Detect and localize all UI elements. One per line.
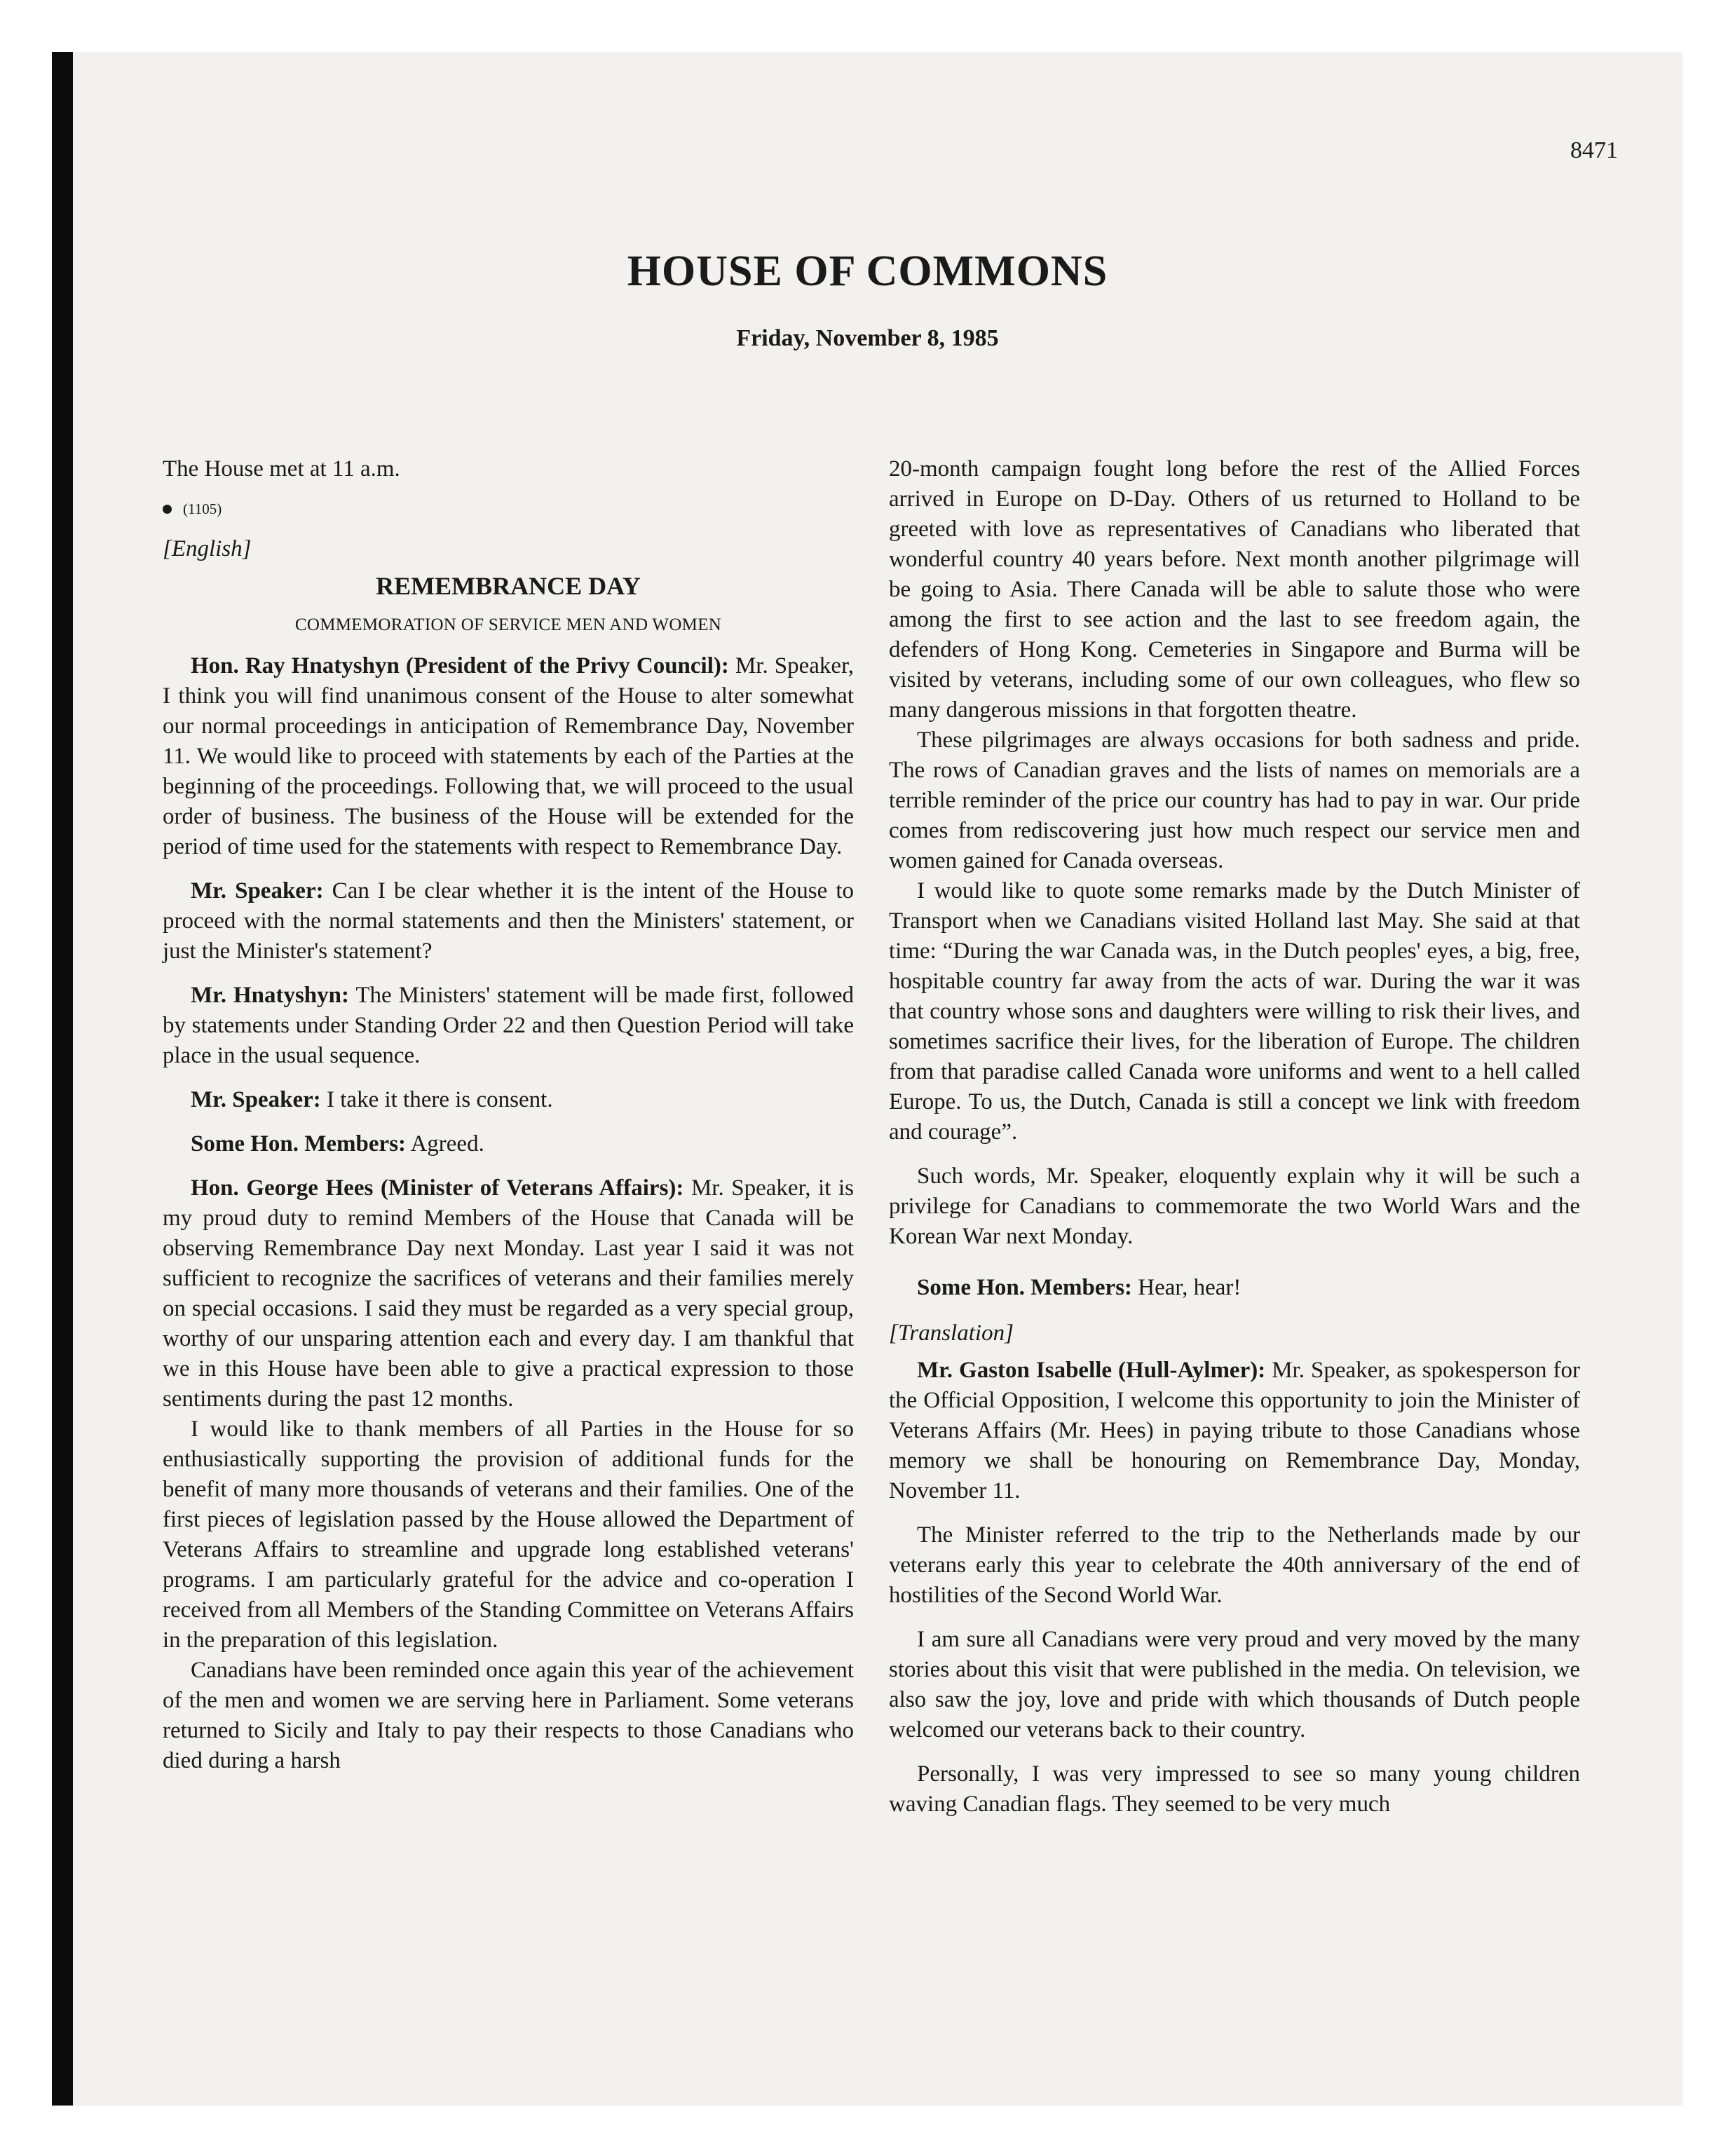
page-number: 8471 [1570, 137, 1618, 163]
paragraph [889, 1759, 1580, 1820]
paragraph [163, 1173, 854, 1414]
paragraph [889, 454, 1580, 725]
paragraph-text: Mr. Speaker, I think you will find unanimous consent of the House to alter somewhat our normal proceedings in anticipation of Remembrance Day, November 11. We would like to proceed with statements by each of the Parties at the beginning of the proceedings. Following that, we will proceed to the usual order of business. The business of the House will be extended for the period of time used for the statements with respect to Remembrance Day. [163, 653, 854, 859]
paragraph [163, 981, 854, 1071]
paragraph-text: Mr. Speaker, as spokesperson for the Official Opposition, I welcome this opportunity to join the Minister of Veterans Affairs (Mr. Hees) in paying tribute to those Canadians whose memory we shall be honouring on Remembrance Day, Monday, November 11. [889, 1358, 1580, 1503]
speaker-name: Hon. George Hees (Minister of Veterans Affairs): [191, 1175, 684, 1201]
paragraph [889, 1273, 1580, 1303]
paragraph-text: Canadians have been reminded once again this year of the achievement of the men and women we are serving here in Parliament. Some veterans returned to Sicily and Italy to pay their respects to those Canadians who died during a harsh [163, 1658, 854, 1773]
paragraph-text: I would like to quote some remarks made by the Dutch Minister of Transport when we Canadians visited Holland last May. She said at that time: “During the war Canada was, in the Dutch peoples' eyes, a big, free, hospitable country far away from the acts of war. During the war it was that country whose sons and daughters were willing to risk their lives, and sometimes sacrifice their lives, for the liberation of Europe. The children from that paradise called Canada wore uniforms and went to a hell called Europe. To us, the Dutch, Canada is still a concept we link with freedom and courage”. [889, 878, 1580, 1145]
paragraph-text: Personally, I was very impressed to see so many young children waving Canadian flags. They seemed to be very much [889, 1761, 1580, 1817]
paragraph-text: I am sure all Canadians were very proud and very moved by the many stories about this visit that were published in the media. On television, we also saw the joy, love and pride with which thousands of Dutch people welcomed our veterans back to their country. [889, 1627, 1580, 1742]
paragraph-text: I take it there is consent. [320, 1087, 553, 1112]
paragraph-text: Hear, hear! [1132, 1275, 1241, 1300]
paragraph [889, 1161, 1580, 1252]
paragraph-text: I would like to thank members of all Parties in the House for so enthusiastically supporting the provision of additional funds for the benefit of many more thousands of veterans and their families. One of the first pieces of legislation passed by the House allowed the Department of Veterans Affairs to streamline and upgrade long established veterans' programs. I am particularly grateful for the advice and co-operation I received from all Members of the Standing Committee on Veterans Affairs in the preparation of this legislation. [163, 1417, 854, 1653]
page-title: HOUSE OF COMMONS [627, 247, 1108, 295]
speaker-name: Mr. Speaker: [191, 1087, 321, 1112]
time-marker [163, 494, 854, 524]
house-met-line: The House met at 11 a.m. [163, 456, 400, 482]
paragraph-text: 20-month campaign fought long before the rest of the Allied Forces arrived in Europe on D-Day. Others of us returned to Holland to be greeted with love as representatives of Canadians who liberated that wonderful country 40 years before. Next month another pilgrimage will be going to Asia. There Canada will be able to salute those who were among the first to see action and the last to see freedom again, the defenders of Hong Kong. Cemeteries in Singapore and Burma will be visited by veterans, including some of our own colleagues, who flew so many dangerous missions in that forgotten theatre. [889, 456, 1580, 723]
paragraph-text: Mr. Speaker, it is my proud duty to remind Members of the House that Canada will be observing Remembrance Day next Monday. Last year I said it was not sufficient to recognize the sacrifices of veterans and their families merely on special occasions. I said they must be regarded as a very special group, worthy of our unsparing attention each and every day. I am thankful that we in this House have been able to give a practical expression to those sentiments during the past 12 months. [163, 1175, 854, 1412]
section-subtitle: COMMEMORATION OF SERVICE MEN AND WOMEN [294, 615, 722, 634]
paragraph [163, 1129, 854, 1159]
right-column [889, 454, 1580, 1820]
paragraph-text: These pilgrimages are always occasions for both sadness and pride. The rows of Canadian graves and the lists of names on memorials are a terrible reminder of the price our country has had to pay in war. Our pride comes from rediscovering just how much respect our service men and women gained for Canada overseas. [889, 728, 1580, 873]
paragraph [889, 876, 1580, 1147]
paragraph-text: Agreed. [406, 1131, 484, 1157]
speaker-name: Mr. Speaker: [191, 878, 324, 903]
language-note: [Translation] [889, 1321, 1014, 1346]
bullet-icon [163, 505, 172, 514]
paragraph-text: Can I be clear whether it is the intent of the House to proceed with the normal statements and then the Ministers' statement, or just the Minister's statement? [163, 878, 854, 964]
paragraph [163, 1414, 854, 1656]
speaker-name: Hon. Ray Hnatyshyn (President of the Privy Council): [191, 653, 729, 678]
language-note: [English] [163, 536, 252, 561]
speaker-name: Some Hon. Members: [191, 1131, 407, 1157]
paragraph-text: The Minister referred to the trip to the Netherlands made by our veterans early this year to celebrate the 40th anniversary of the end of hostilities of the Second World War. [889, 1522, 1580, 1608]
paragraph [889, 1625, 1580, 1745]
sitting-date: Friday, November 8, 1985 [736, 325, 999, 351]
section-title: REMEMBRANCE DAY [376, 572, 641, 600]
speaker-name: Some Hon. Members: [917, 1275, 1133, 1300]
paragraph [889, 1356, 1580, 1506]
left-column [163, 454, 854, 1776]
paragraph-text: Such words, Mr. Speaker, eloquently explain why it will be such a privilege for Canadians to commemorate the two World Wars and the Korean War next Monday. [889, 1164, 1580, 1249]
speaker-name: Mr. Hnatyshyn: [191, 983, 350, 1008]
speaker-name: Mr. Gaston Isabelle (Hull-Aylmer): [917, 1358, 1266, 1383]
paragraph [163, 651, 854, 862]
paragraph [889, 1520, 1580, 1611]
paragraph-text: The Ministers' statement will be made first, followed by statements under Standing Order 22 and then Question Period will take place in the usual sequence. [163, 983, 854, 1068]
paragraph [163, 1085, 854, 1115]
paragraph [889, 725, 1580, 876]
paragraph [163, 876, 854, 967]
time-marker-label: (1105) [183, 500, 222, 517]
binding-edge [52, 52, 73, 2106]
paragraph [163, 1656, 854, 1776]
